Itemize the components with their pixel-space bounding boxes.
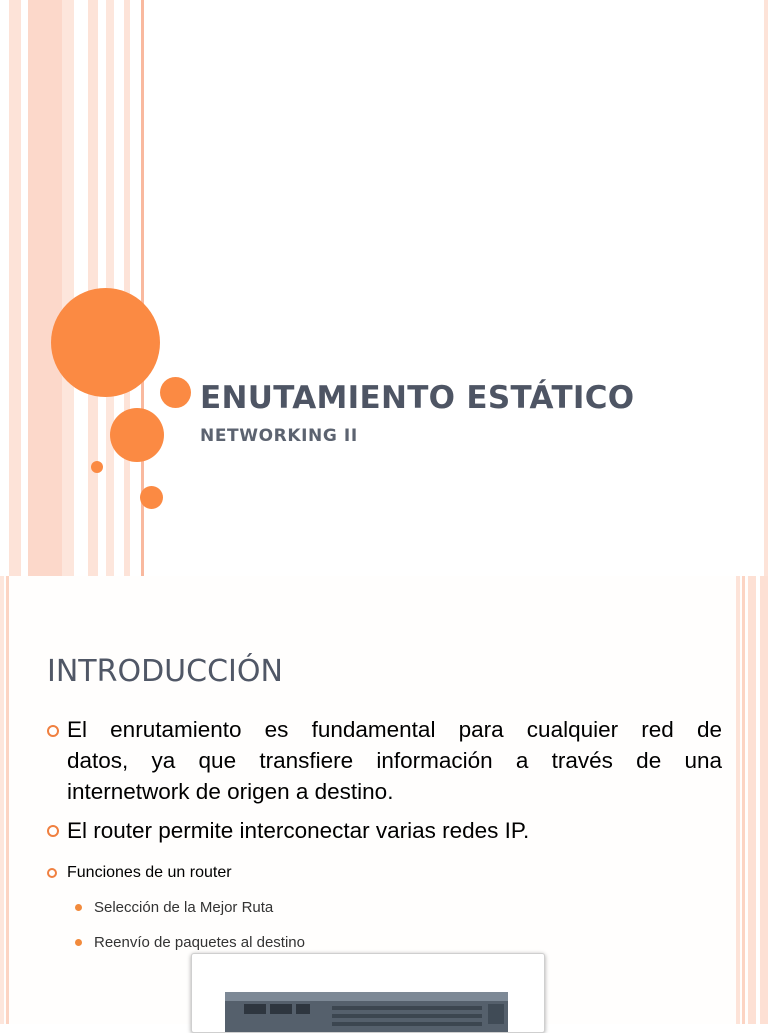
slide-subtitle: NETWORKING II — [200, 426, 358, 446]
decorative-circle-small — [160, 377, 191, 408]
router-port — [270, 1004, 292, 1014]
decorative-stripe — [756, 576, 760, 1024]
paragraph-line: datos, ya que transfiere información a través de una — [67, 748, 722, 773]
decorative-stripe — [21, 0, 28, 576]
router-port — [296, 1004, 310, 1014]
decorative-stripe — [764, 0, 768, 576]
decorative-stripe — [6, 576, 9, 1024]
decorative-circle-large — [51, 288, 160, 397]
router-top-panel — [225, 992, 508, 1001]
slide-title: INTRODUCCIÓN — [47, 654, 283, 689]
bullet-text: El router permite interconectar varias redes IP. — [67, 818, 530, 843]
bullet-paragraph — [67, 714, 722, 807]
paragraph-line: internetwork de origen a destino. — [67, 779, 394, 804]
decorative-stripe — [28, 0, 62, 576]
bullet-text: Funciones de un router — [67, 864, 232, 881]
router-vent — [332, 1022, 482, 1026]
decorative-stripe — [62, 0, 74, 576]
decorative-stripe — [124, 0, 130, 576]
bullet-icon — [47, 868, 57, 878]
router-vent — [332, 1006, 482, 1010]
decorative-stripe — [736, 576, 740, 1024]
decorative-stripe — [0, 576, 4, 1024]
decorative-circle-small — [140, 486, 163, 509]
decorative-circle-medium — [110, 408, 164, 462]
decorative-circle-tiny — [91, 461, 103, 473]
bullet-icon — [47, 825, 59, 837]
content-slide — [0, 576, 768, 1024]
decorative-stripe — [9, 0, 21, 576]
slide-title: ENUTAMIENTO ESTÁTICO — [200, 380, 635, 416]
clipped-row — [60, 926, 460, 951]
sub-bullet-icon — [75, 904, 82, 911]
sub-bullet-text: Reenvío de paquetes al destino — [94, 934, 305, 951]
router-panel — [488, 1004, 504, 1024]
bullet-icon — [47, 725, 59, 737]
router-port — [244, 1004, 266, 1014]
router-vent — [332, 1014, 482, 1018]
decorative-stripe — [74, 0, 88, 576]
decorative-stripe — [742, 576, 745, 1024]
router-device-image — [191, 953, 545, 1033]
paragraph-line: El enrutamiento es fundamental para cualquier red de — [67, 717, 722, 742]
sub-bullet-text: Selección de la Mejor Ruta — [94, 899, 274, 916]
